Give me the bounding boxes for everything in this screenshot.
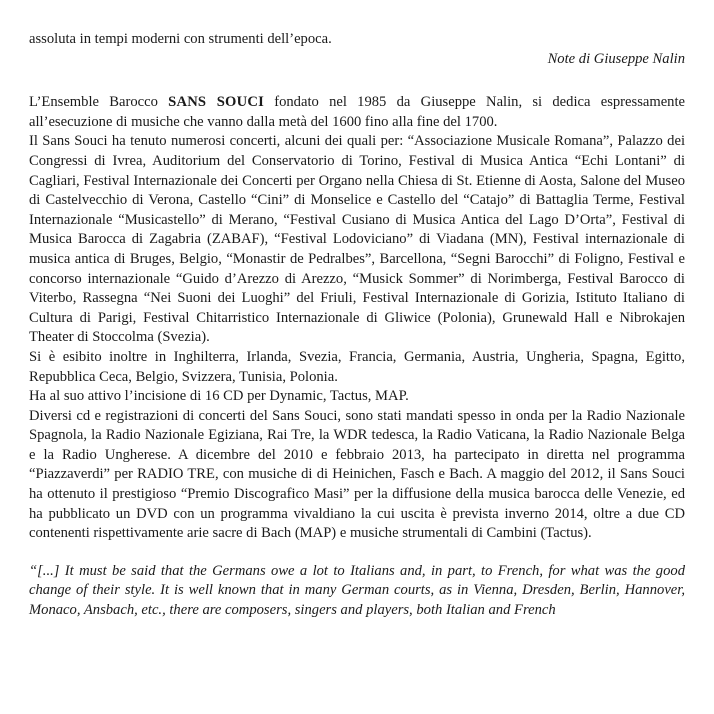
english-quote: “[...] It must be said that the Germans owe a lot to Italians and, in part, to French, for what was the good change of their style. It is well known that in many German courts, as in Vienna, Dresden, Berlin, Hannover, Monaco, Ansbach, etc., there are composers, singers and players, both Italian and French: [29, 562, 685, 619]
document-page: [29, 30, 685, 621]
signature: Note di Giuseppe Nalin: [547, 50, 685, 67]
bio-paragraph-founding: [29, 93, 685, 132]
bio-founding-lead: L’Ensemble Barocco: [29, 94, 169, 111]
intro-line: assoluta in tempi moderni con strumenti dell’epoca.: [29, 31, 332, 47]
bio-paragraph-concerts: Il Sans Souci ha tenuto numerosi concerti, alcuni dei quali per: “Associazione Musicale Romana”, Palazzo dei Congressi di Ivrea, Auditorium del Conservatorio di Torino, Festival di Musica Antica “Echi Lontani” di Cagliari, Festival Internazionale dei Concerti per Organo nella Chiesa di St. Etienne di Aosta, Salone del Museo di Castelvecchio di Verona, Castello “Cini” di Monselice e Castello del “Catajo” di Battaglia Terme, Festival Internazionale “Musicastello” di Merano, “Festival Cusiano di Musica Antica del Lago D’Orta”, Festival di Musica Barocca di Zagabria (ZABAF), “Festival Lodoviciano” di Viadana (MN), Festival internazionale di musica antica di Bruges, Belgio, “Monastir de Pedralbes”, Barcellona, “Segni Barocchi” di Foligno, Festival e concorso internazionale “Guido d’Arezzo di Arezzo, “Musick Sommer” di Norimberga, Festival Barocco di Viterbo, Rassegna “Nei Suoni dei Luoghi” del Friuli, Festival Internazionale di Gorizia, Istituto Italiano di Cultura di Parigi, Festival Chitarristico Internazionale di Gliwice (Polonia), Grunewald Hall e Nibrokajen Theater di Stoccolma (Svezia).: [29, 133, 685, 346]
bio-founding-rest: fondato nel 1985 da Giuseppe Nalin, si dedica espressamente all’esecuzione di musiche che vanno dalla metà del 1600 fino alla fine del 1700.: [29, 94, 686, 130]
bio-paragraph-broadcasts: Diversi cd e registrazioni di concerti del Sans Souci, sono stati mandati spesso in onda per la Radio Nazionale Spagnola, la Radio Nazionale Egiziana, Rai Tre, la WDR tedesca, la Radio Vaticana, la Radio Nazionale Belga e la Radio Ungherese. A dicembre del 2010 e febbraio 2013, ha partecipato in diretta nel programma “Piazzaverdi” per RADIO TRE, con musiche di di Heinichen, Fasch e Bach. A maggio del 2012, il Sans Souci ha ottenuto il prestigioso “Premio Discografico Masi” per la diffusione della musica barocca delle Venezie, ed ha pubblicato un DVD con un programma vivaldiano la cui uscita è prevista inverno 2014, oltre a due CD contenenti rispettivamente arie sacre di Bach (MAP) e musiche strumentali di Cambini (Tactus).: [29, 407, 685, 542]
ensemble-name: SANS SOUCI: [168, 94, 264, 111]
bio-paragraph-countries: Si è esibito inoltre in Inghilterra, Irlanda, Svezia, Francia, Germania, Austria, Ungheria, Spagna, Egitto, Repubblica Ceca, Belgio, Svizzera, Tunisia, Polonia.: [29, 348, 685, 385]
bio-paragraph-recordings: Ha al suo attivo l’incisione di 16 CD per Dynamic, Tactus, MAP.: [29, 388, 409, 405]
ensemble-biography: [29, 93, 685, 544]
